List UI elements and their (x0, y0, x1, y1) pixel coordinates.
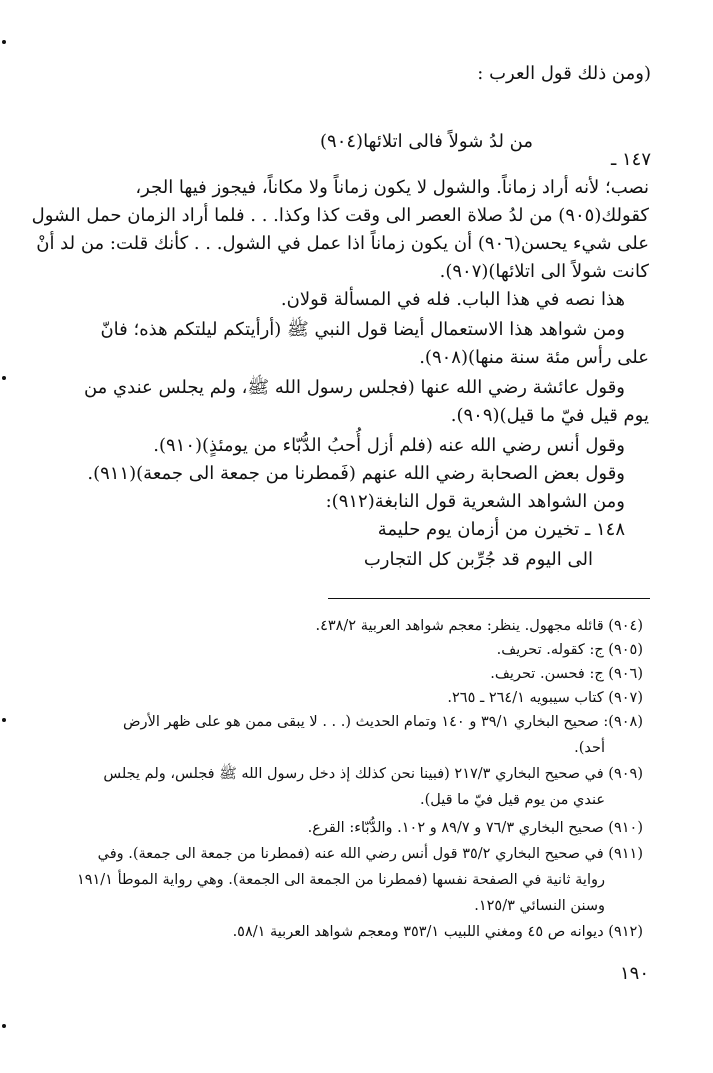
scan-mark (2, 718, 6, 722)
body-line: نصب؛ لأنه أراد زماناً. والشول لا يكون زماناً ولا مكاناً، فيجوز فيها الجر، (135, 177, 649, 198)
body-line: ومن شواهد هذا الاستعمال أيضا قول النبي ﷺ (أرأيتكم ليلتكم هذه؛ فانّ (100, 319, 625, 340)
body-line: هذا نصه في هذا الباب. فله في المسألة قولان. (280, 289, 625, 310)
verse-148-line-2: الى اليوم قد جُرِّبن كل التجارب (363, 549, 593, 570)
verse-147-number: ١٤٧ ـ (610, 149, 651, 170)
verse-148-line-1: ١٤٨ ـ تخيرن من أزمان يوم حليمة (377, 519, 625, 540)
scan-mark (2, 376, 6, 380)
body-line: وقول أنس رضي الله عنه (فلم أزل أُحبُ الدُّبّاء من يومئذٍ)(٩١٠). (153, 435, 625, 456)
page-number: ١٩٠ (619, 963, 649, 984)
footnote-separator (328, 598, 650, 599)
body-line: وقول عائشة رضي الله عنها (فجلس رسول الله ﷺ، ولم يجلس عندي من (83, 377, 625, 398)
footnote-continuation: عندي من يوم قيل فيّ ما قيل). (420, 792, 605, 808)
verse-147-text: من لدُ شولاً فالى اتلائها(٩٠٤) (320, 131, 533, 152)
footnote: (٩٠٧) كتاب سيبويه ٢٦٤/١ ـ ٢٦٥. (447, 690, 643, 706)
footnote-continuation: أحد). (574, 740, 605, 756)
scan-mark (2, 40, 6, 44)
footnote: (٩٠٩) في صحيح البخاري ٢١٧/٣ (فبينا نحن كذلك إذ دخل رسول الله ﷺ فجلس، ولم يجلس (103, 766, 643, 782)
body-line: على شيء يحسن(٩٠٦) أن يكون زماناً اذا عمل في الشول. . . كأنك قلت: من لد أنْ (36, 233, 649, 254)
footnote: (٩١٠) صحيح البخاري ٧٦/٣ و ٨٩/٧ و ١٠٢. والدُّبّاء: القرع. (307, 820, 643, 836)
body-line: يوم قيل فيّ ما قيل)(٩٠٩). (450, 405, 649, 426)
body-line: ومن الشواهد الشعرية قول النابغة(٩١٢): (325, 491, 625, 512)
body-line: كانت شولاً الى اتلائها)(٩٠٧). (439, 261, 649, 282)
footnote-continuation: وسنن النسائي ١٢٥/٣. (474, 898, 605, 914)
body-line: على رأس مئة سنة منها)(٩٠٨). (419, 347, 649, 368)
footnote: (٩٠٨): صحيح البخاري ٣٩/١ و ١٤٠ وتمام الحديث (. . . لا يبقى ممن هو على ظهر الأرض (123, 714, 643, 730)
footnote: (٩١١) في صحيح البخاري ٣٥/٢ قول أنس رضي الله عنه (فمطرنا من جمعة الى جمعة). وفي (97, 846, 643, 862)
footnote: (٩٠٦) ج: فحسن. تحريف. (490, 666, 643, 682)
intro-line: (ومن ذلك قول العرب : (477, 63, 651, 84)
footnote: (٩١٢) ديوانه ص ٤٥ ومغني اللبيب ٣٥٣/١ ومعجم شواهد العربية ٥٨/١. (232, 924, 643, 940)
body-line: كقولك(٩٠٥) من لدُ صلاة العصر الى وقت كذا وكذا. . . فلما أراد الزمان حمل الشول (31, 205, 649, 226)
footnote: (٩٠٤) قائله مجهول. ينظر: معجم شواهد العربية ٤٣٨/٢. (315, 618, 643, 634)
footnote-continuation: رواية ثانية في الصفحة نفسها (فمطرنا من الجمعة الى الجمعة). وهي رواية الموطأ ١٩١/١ (76, 872, 605, 888)
body-line: وقول بعض الصحابة رضي الله عنهم (فَمطرنا من جمعة الى جمعة)(٩١١). (87, 463, 625, 484)
scan-mark (2, 1024, 6, 1028)
footnote: (٩٠٥) ج: كقوله. تحريف. (496, 642, 643, 658)
